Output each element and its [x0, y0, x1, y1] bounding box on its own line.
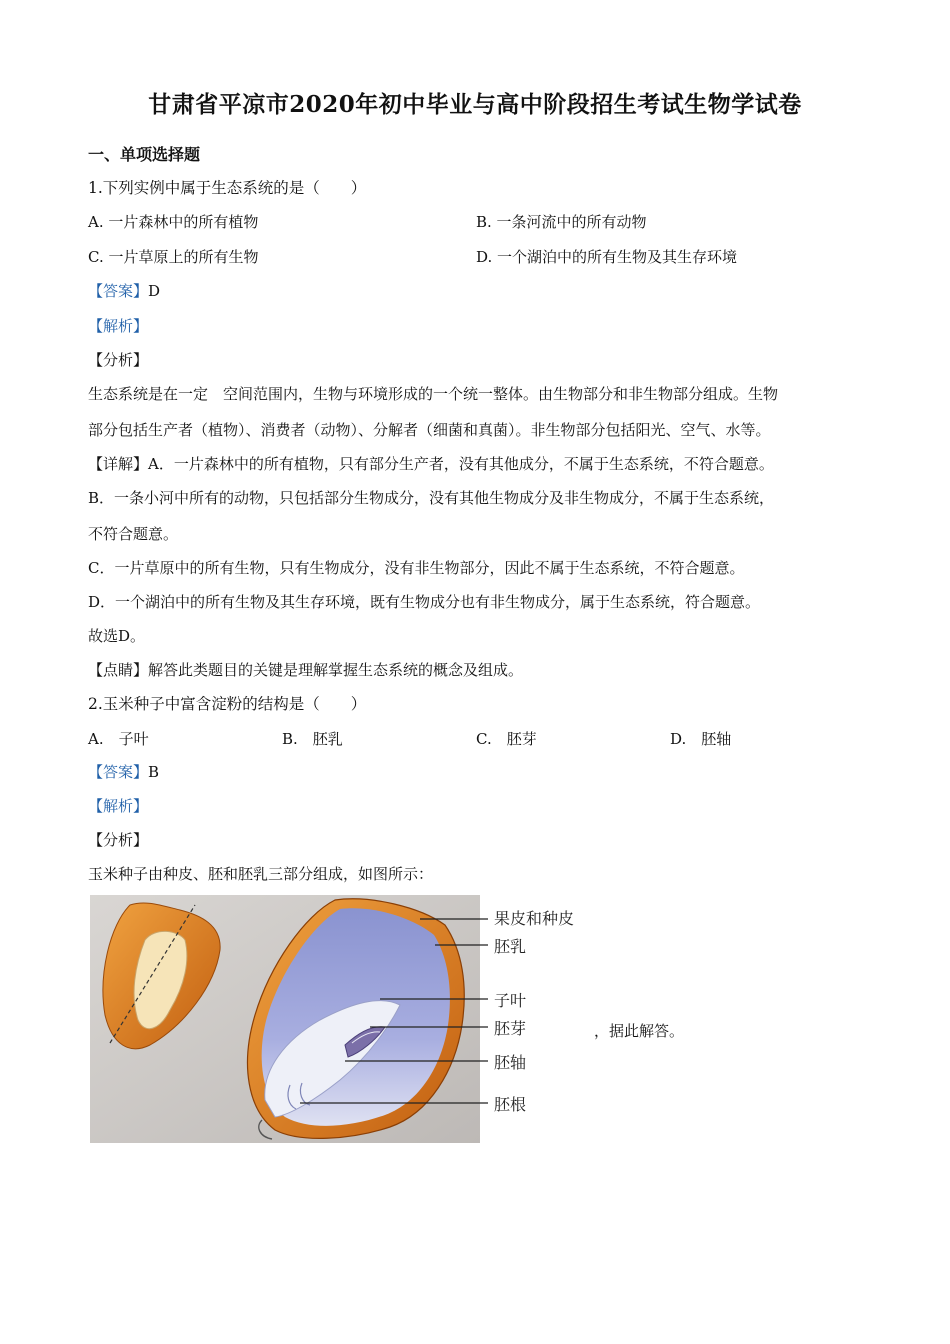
q1-option-c: C. 一片草原上的所有生物: [88, 248, 259, 266]
q1-detail-3: 不符合题意。: [88, 525, 179, 543]
q2-analysis-tag: 【解析】: [88, 797, 149, 815]
figure-followup-text: ，据此解答。: [594, 1022, 685, 1040]
q2-fenxi-text: 玉米种子由种皮、胚和胚乳三部分组成，如图所示：: [88, 865, 434, 883]
q1-fenxi-text-1: 生态系统是在一定 空间范围内，生物与环境形成的一个统一整体。由生物部分和非生物部分组成。生物: [88, 385, 779, 403]
q1-fenxi-text-2: 部分包括生产者（植物）、消费者（动物）、分解者（细菌和真菌）。非生物部分包括阳光、空气、水等。: [88, 421, 771, 439]
q1-fenxi-tag: 【分析】: [88, 351, 149, 369]
answer-tag: 【答案】: [88, 282, 149, 300]
label-endosperm: 胚乳: [494, 937, 527, 956]
label-plumule: 胚芽: [494, 1019, 527, 1038]
q2-answer: [88, 761, 159, 783]
q1-detail-1: 【详解】A．一片森林中的所有植物，只有部分生产者，没有其他成分，不属于生态系统，不符合题意。: [88, 455, 774, 473]
q1-option-a: A. 一片森林中的所有植物: [88, 213, 259, 231]
q1-option-b: B. 一条河流中的所有动物: [476, 213, 647, 231]
q2-option-d: D. 胚轴: [670, 730, 732, 748]
label-radicle: 胚根: [494, 1095, 527, 1114]
label-pericarp: 果皮和种皮: [494, 909, 575, 928]
q2-fenxi-tag: 【分析】: [88, 831, 149, 849]
page-title: 甘肃省平凉市2020年初中毕业与高中阶段招生考试生物学试卷: [148, 91, 802, 118]
q1-option-d: D. 一个湖泊中的所有生物及其生存环境: [476, 248, 738, 266]
section-heading: 一、单项选择题: [88, 145, 201, 164]
q1-detail-6: 故选D。: [88, 627, 146, 645]
q2-option-c: C. 胚芽: [476, 730, 537, 748]
answer-tag: 【答案】: [88, 763, 149, 781]
q1-detail-2: B．一条小河中所有的动物，只包括部分生物成分，没有其他生物成分及非生物成分，不属于生态系统，: [88, 489, 775, 507]
q1-analysis-tag: 【解析】: [88, 317, 149, 335]
answer-value: D: [148, 282, 161, 300]
question-1-stem: 1.下列实例中属于生态系统的是（ ）: [88, 179, 367, 197]
answer-value: B: [148, 763, 160, 781]
q1-detail-4: C．一片草原中的所有生物，只有生物成分，没有非生物部分，因此不属于生态系统，不符合题意。: [88, 559, 745, 577]
q1-detail-5: D．一个湖泊中的所有生物及其生存环境，既有生物成分也有非生物成分，属于生态系统，符合题意。: [88, 593, 761, 611]
question-2-stem: 2.玉米种子中富含淀粉的结构是（ ）: [88, 695, 367, 713]
q1-answer: [88, 280, 160, 302]
q2-option-b: B. 胚乳: [282, 730, 343, 748]
corn-seed-diagram: [90, 895, 590, 1143]
label-cotyledon: 子叶: [494, 991, 527, 1010]
label-hypocotyl: 胚轴: [494, 1053, 527, 1072]
q2-option-a: A. 子叶: [88, 730, 149, 748]
q1-dianjing: 【点睛】解答此类题目的关键是理解掌握生态系统的概念及组成。: [88, 661, 524, 679]
